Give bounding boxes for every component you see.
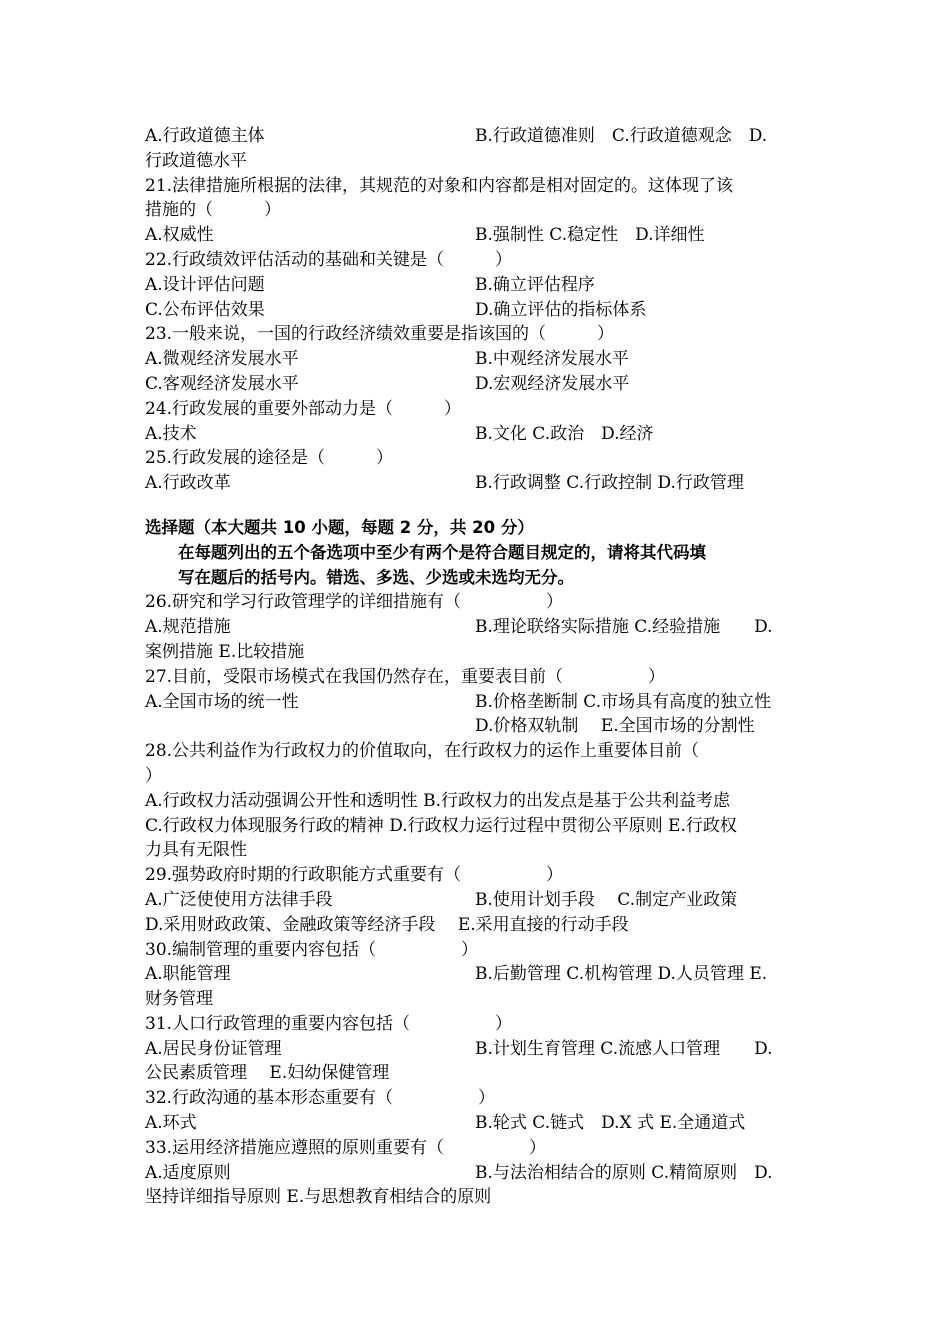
question-30-options [145, 962, 810, 987]
question-30: 30.编制管理的重要内容包括（ ） [145, 939, 479, 960]
question-24-options [145, 422, 810, 447]
question-28-options-continued: 力具有无限性 [145, 840, 247, 861]
question-31-options-continued: 公民素质管理 E.妇幼保健管理 [145, 1063, 390, 1084]
option-a: A.技术 [145, 423, 197, 444]
question-28-options-ab: A.行政权力活动强调公开性和透明性 B.行政权力的出发点是基于公共利益考虑 [145, 790, 730, 811]
document-body [145, 124, 810, 1210]
question-25-options [145, 471, 810, 496]
question-22-options-cd [145, 298, 810, 323]
options-bc: B.价格垄断制 C.市场具有高度的独立性 [475, 691, 772, 712]
question-26: 26.研究和学习行政管理学的详细措施有（ ） [145, 592, 564, 613]
options-bcd: B.计划生育管理 C.流感人口管理 D. [475, 1038, 773, 1059]
options-bcd: B.理论联络实际措施 C.经验措施 D. [475, 617, 773, 638]
question-31-options [145, 1037, 810, 1062]
options-bcd: B.文化 C.政治 D.经济 [475, 423, 654, 444]
question-28-continued: ） [145, 765, 162, 786]
options-bcde: B.轮式 C.链式 D.X 式 E.全通道式 [475, 1113, 746, 1134]
question-32: 32.行政沟通的基本形态重要有（ ） [145, 1088, 496, 1109]
question-21-continued: 措施的（ ） [145, 200, 281, 221]
options-bc: B.使用计划手段 C.制定产业政策 [475, 889, 738, 910]
option-a: A.环式 [145, 1113, 197, 1134]
option-a: A.广泛使使用方法律手段 [145, 889, 333, 910]
option-a: A.规范措施 [145, 617, 231, 638]
question-26-options-continued: 案例措施 E.比较措施 [145, 641, 305, 662]
question-28-options-cde: C.行政权力体现服务行政的精神 D.行政权力运行过程中贯彻公平原则 E.行政权 [145, 815, 737, 836]
options-bcd: B.行政调整 C.行政控制 D.行政管理 [475, 473, 744, 494]
question-29: 29.强势政府时期的行政职能方式重要有（ ） [145, 865, 564, 886]
question-33: 33.运用经济措施应遵照的原则重要有（ ） [145, 1137, 547, 1158]
question-23-options-ab [145, 347, 810, 372]
question-25: 25.行政发展的途径是（ ） [145, 448, 394, 469]
option-a: A.职能管理 [145, 964, 231, 985]
question-24: 24.行政发展的重要外部动力是（ ） [145, 398, 462, 419]
question-21: 21.法律措施所根据的法律，其规范的对象和内容都是相对固定的。这体现了该 [145, 175, 734, 196]
question-22: 22.行政绩效评估活动的基础和关键是（ ） [145, 249, 513, 270]
question-22-options-ab [145, 273, 810, 298]
section-gap [145, 496, 810, 516]
question-27: 27.目前，受限市场模式在我国仍然存在，重要表目前（ ） [145, 666, 666, 687]
option-a: A.适度原则 [145, 1162, 231, 1183]
section-instruction-line-1: 在每题列出的五个备选项中至少有两个是符合题目规定的，请将其代码填 [178, 542, 706, 562]
question-26-options [145, 615, 810, 640]
options-bcd: B.行政道德准则 C.行政道德观念 D. [475, 126, 768, 146]
option-a: A.权威性 [145, 225, 214, 246]
question-28: 28.公共利益作为行政权力的价值取向，在行政权力的运作上重要体目前（ [145, 741, 700, 762]
question-29-options-de: D.采用财政政策、金融政策等经济手段 E.采用直接的行动手段 [145, 914, 629, 935]
question-21-options [145, 223, 810, 248]
option-d: D.宏观经济发展水平 [475, 373, 630, 394]
options-bcde: B.后勤管理 C.机构管理 D.人员管理 E. [475, 964, 768, 985]
question-23-options-cd [145, 372, 810, 397]
question-27-options [145, 690, 810, 715]
question-33-options-continued: 坚持详细指导原则 E.与思想教育相结合的原则 [145, 1187, 492, 1208]
option-a: A.设计评估问题 [145, 274, 265, 295]
option-b: B.确立评估程序 [475, 274, 595, 295]
option-a: A.行政道德主体 [145, 126, 265, 146]
question-31: 31.人口行政管理的重要内容包括（ ） [145, 1013, 513, 1034]
question-20-options-line [145, 124, 810, 149]
option-d: D.确立评估的指标体系 [475, 299, 647, 320]
option-a: A.微观经济发展水平 [145, 349, 299, 370]
option-c: C.客观经济发展水平 [145, 373, 299, 394]
option-c: C.公布评估效果 [145, 299, 265, 320]
options-bcd: B.强制性 C.稳定性 D.详细性 [475, 225, 705, 246]
question-30-options-continued: 财务管理 [145, 989, 213, 1010]
question-32-options [145, 1111, 810, 1136]
section-title: 选择题（本大题共 10 小题，每题 2 分，共 20 分） [145, 517, 534, 537]
option-b: B.中观经济发展水平 [475, 349, 629, 370]
option-d-continued: 行政道德水平 [145, 150, 247, 171]
options-bcd: B.与法治相结合的原则 C.精简原则 D. [475, 1162, 773, 1183]
question-33-options [145, 1161, 810, 1186]
question-23: 23.一般来说，一国的行政经济绩效重要是指该国的（ ） [145, 324, 615, 345]
option-a: A.行政改革 [145, 473, 231, 494]
question-27-options-de [145, 714, 810, 739]
options-de: D.价格双轨制 E.全国市场的分割性 [475, 716, 755, 737]
option-a: A.全国市场的统一性 [145, 691, 299, 712]
question-29-options-abc [145, 888, 810, 913]
option-a: A.居民身份证管理 [145, 1038, 282, 1059]
section-instruction-line-2: 写在题后的括号内。错选、多选、少选或未选均无分。 [178, 567, 574, 587]
